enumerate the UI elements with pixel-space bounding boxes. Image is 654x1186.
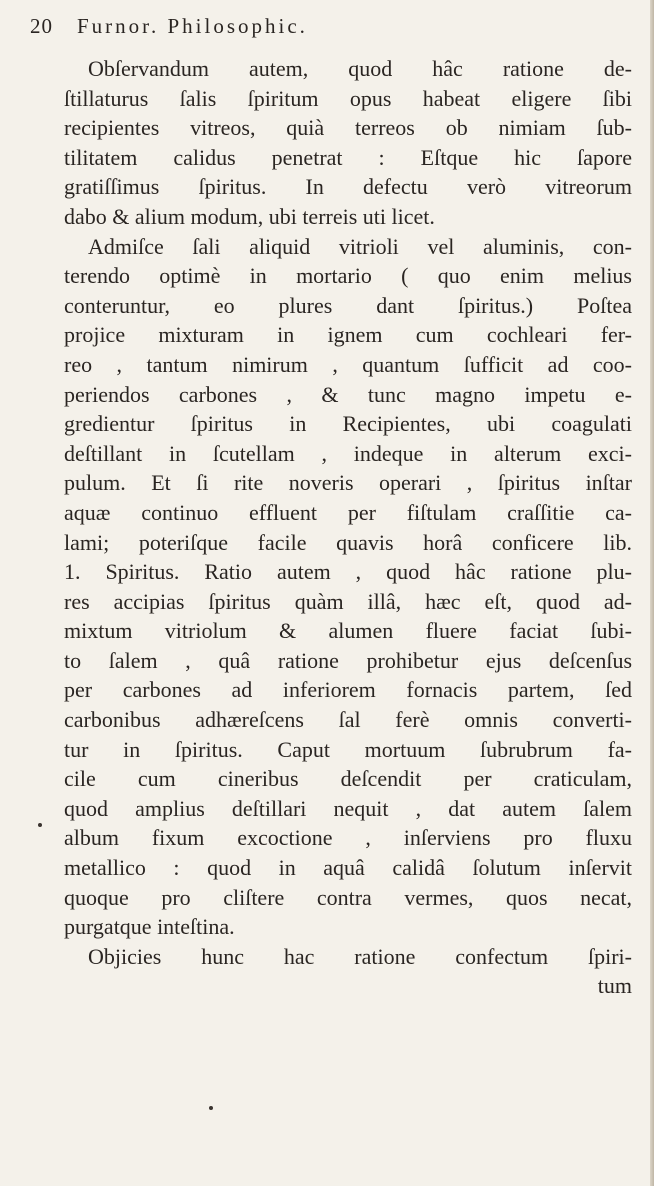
text-line: quod amplius deſtillari nequit , dat autem ſalem [64,795,632,821]
text-line: pulum. Et ſi rite noveris operari , ſpiritus inſtar [64,470,632,496]
text-line: to ſalem , quâ ratione prohibetur ejus deſcenſus [64,647,632,673]
ink-speck [38,823,42,827]
text-line: reo , tantum nimirum , quantum ſufficit ad coo- [64,351,632,377]
running-title: Furnor. Philosophic. [77,14,308,38]
text-line: gredientur ſpiritus in Recipientes, ubi coagulati [64,411,632,437]
text-line: Objicies hunc hac ratione confectum ſpiri- [88,943,632,969]
page-number: 20 [30,14,53,38]
text-line: metallico : quod in aquâ calidâ ſolutum inſervit [64,855,632,881]
text-line: recipientes vitreos, quià terreos ob nimiam ſub- [64,115,632,141]
text-line: gratiſſimus ſpiritus. In defectu verò vitreorum [64,174,632,200]
running-header [30,14,308,39]
text-line: res accipias ſpiritus quàm illâ, hæc eſt, quod ad- [64,588,632,614]
text-line: periendos carbones , & tunc magno impetu e- [64,381,632,407]
ink-speck [209,1106,213,1110]
text-line: ſtillaturus ſalis ſpiritum opus habeat eligere ſibi [64,85,632,111]
text-line: purgatque inteſtina. [64,914,235,940]
text-line: mixtum vitriolum & alumen fluere faciat ſubi- [64,618,632,644]
text-line: per carbones ad inferiorem fornacis partem, ſed [64,677,632,703]
text-line: carbonibus adhæreſcens ſal ferè omnis converti- [64,707,632,733]
text-line: cile cum cineribus deſcendit per craticulam, [64,766,632,792]
text-line: tur in ſpiritus. Caput mortuum ſubrubrum fa- [64,736,632,762]
catchword: tum [597,973,632,999]
text-line: Admiſce ſali aliquid vitrioli vel aluminis, con- [88,233,632,259]
text-line: terendo optimè in mortario ( quo enim melius [64,263,632,289]
main-text [64,54,632,1001]
text-line: album fixum excoctione , inſerviens pro fluxu [64,825,632,851]
text-line: aquæ continuo effluent per fiſtulam craſſitie ca- [64,499,632,525]
text-line: projice mixturam in ignem cum cochleari fer- [64,322,632,348]
text-line: lami; poteriſque facile quavis horâ conficere lib. [64,529,632,555]
text-line: quoque pro cliſtere contra vermes, quos necat, [64,884,632,910]
text-line: 1. Spiritus. Ratio autem , quod hâc ratione plu- [64,559,632,585]
text-line: deſtillant in ſcutellam , indeque in alterum exci- [64,440,632,466]
text-line: tilitatem calidus penetrat : Eſtque hic ſapore [64,144,632,170]
text-line: conteruntur, eo plures dant ſpiritus.) Poſtea [64,292,632,318]
text-line: dabo & alium modum, ubi terreis uti licet. [64,203,435,229]
text-line: Obſervandum autem, quod hâc ratione de- [88,56,632,81]
page-edge [650,0,654,1186]
